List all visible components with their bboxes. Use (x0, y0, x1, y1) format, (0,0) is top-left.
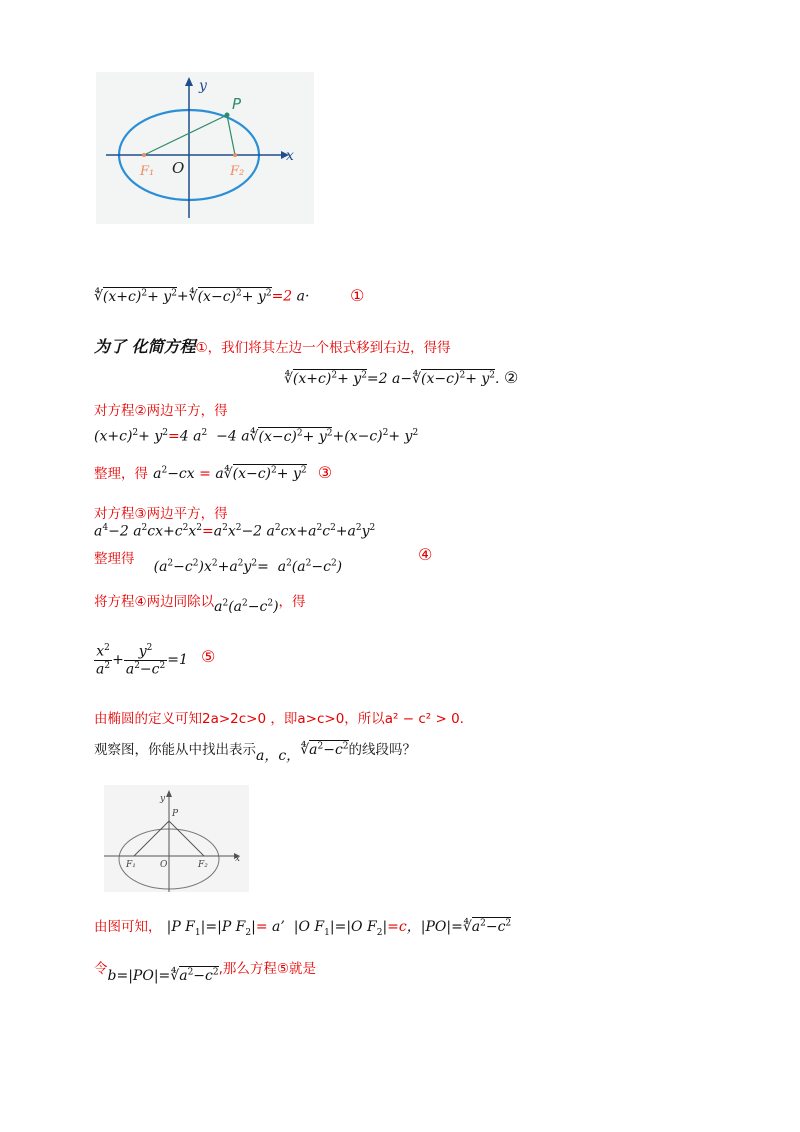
equation-2-squared: $(x+c)^2+ y^2=4$ $a^2 -4$ $a∜(x-c)^2+ y^2+(x-c)^2+ y^2$ (94, 428, 419, 445)
square-step-2: 对方程②两边平方，得 (94, 403, 228, 419)
label-y: y (199, 78, 207, 94)
focus-f2 (233, 153, 237, 157)
question-text: 观察图，你能从中找出表示 (94, 742, 256, 758)
label-p: P (232, 95, 242, 113)
segment-pf1 (144, 115, 227, 155)
divide-text-before: 将方程④两边同除以 (94, 594, 215, 610)
simplify-text: ①，我们将其左边一个根式移到右边，得得 (195, 340, 451, 356)
y-axis-arrow-2 (166, 790, 172, 797)
equation-5: $\frac{x^2}{a^2}$ + $\frac{y^2}{a^2-c^2}$ =1 (96, 643, 188, 678)
square-step-3: 对方程③两边平方，得 (94, 506, 228, 522)
ellipse-figure-2 (104, 785, 249, 892)
divide-text-after: ，得 (278, 594, 306, 610)
label-f1: F₁ (140, 164, 155, 179)
let-b-line: 令$b=|PO|=∜a^2-c^2$,那么方程⑤就是 (94, 961, 317, 984)
focus-f1 (142, 153, 146, 157)
tidy-text: 整理，得 (94, 466, 148, 482)
equation-4-marker: ④ (418, 545, 433, 564)
question-suffix: 的线段吗？ (348, 742, 417, 758)
segment-pf1-2 (134, 821, 169, 856)
divide-step: 将方程④两边同除以$a^2(a^2-c^2)$，得 (94, 594, 306, 615)
from-figure-text: 由图可知， (94, 919, 162, 935)
label-p-2: P (172, 809, 179, 819)
equation-3-squared: $a^4-2$ $a^2cx+c^2x^2=a^2x^2-2$ $a^2cx+a^2c^2+a^2y^2$ (94, 523, 376, 540)
ellipse-figure-1 (96, 72, 314, 224)
label-o-2: O (160, 860, 168, 870)
question-vars: a，c， (256, 748, 301, 764)
simplify-step (94, 334, 451, 357)
definition-line: 由椭圆的定义可知2a>2c>0 ，即a>c>0，所以a² − c² > 0. (94, 711, 464, 727)
label-y-2: y (160, 794, 166, 804)
simplify-title: 为了 化简方程 (94, 337, 196, 356)
equation-2: $∜(x+c)^2+ y^2=2$ $a-∜(x-c)^2+ y^2$. ② (284, 368, 519, 387)
y-axis-arrow (185, 77, 193, 86)
equation-1-marker: ① (350, 286, 365, 305)
label-f2: F₂ (230, 164, 245, 179)
label-f2-2: F₂ (198, 860, 208, 870)
let-b-suffix: ,那么方程⑤就是 (218, 961, 317, 977)
from-figure-line: 由图可知， |P $F_1|=|P$ $F_2|= a$’ |O $F_1|=|O$ $F_2|=c$，$|PO|=∜a^2-c^2$ (94, 918, 512, 938)
tidy-marker: ③ (317, 463, 333, 482)
equation-1: $∜(x+c)^2+$ $y^2+∜(x-c)^2+ y^2=2$ a· (94, 288, 310, 305)
equation-5-marker: ⑤ (201, 647, 216, 666)
segment-pf2-2 (169, 821, 204, 856)
ellipse-diagram-2 (104, 785, 249, 892)
let-b-prefix: 令 (94, 961, 108, 977)
tidy-2-text: 整理得 (94, 551, 135, 567)
ellipse-diagram-1 (96, 72, 314, 224)
point-p (225, 113, 230, 118)
question-line: 观察图，你能从中找出表示a，c，$∜a^2-c^2$的线段吗？ (94, 741, 417, 764)
tidy-step-2: 整理得 $(a^2-c^2)x^2+a^2y^2= a^2(a^2-c^2)$ (94, 551, 343, 575)
label-x-2: x (235, 854, 241, 864)
equation-2-marker: ② (503, 368, 519, 387)
label-x: x (286, 148, 294, 164)
label-f1-2: F₁ (126, 860, 136, 870)
label-o: O (172, 159, 185, 177)
tidy-step: 整理，得 $a^2-cx$ = $a∜(x-c)^2+ y^2$ ③ (94, 463, 333, 482)
